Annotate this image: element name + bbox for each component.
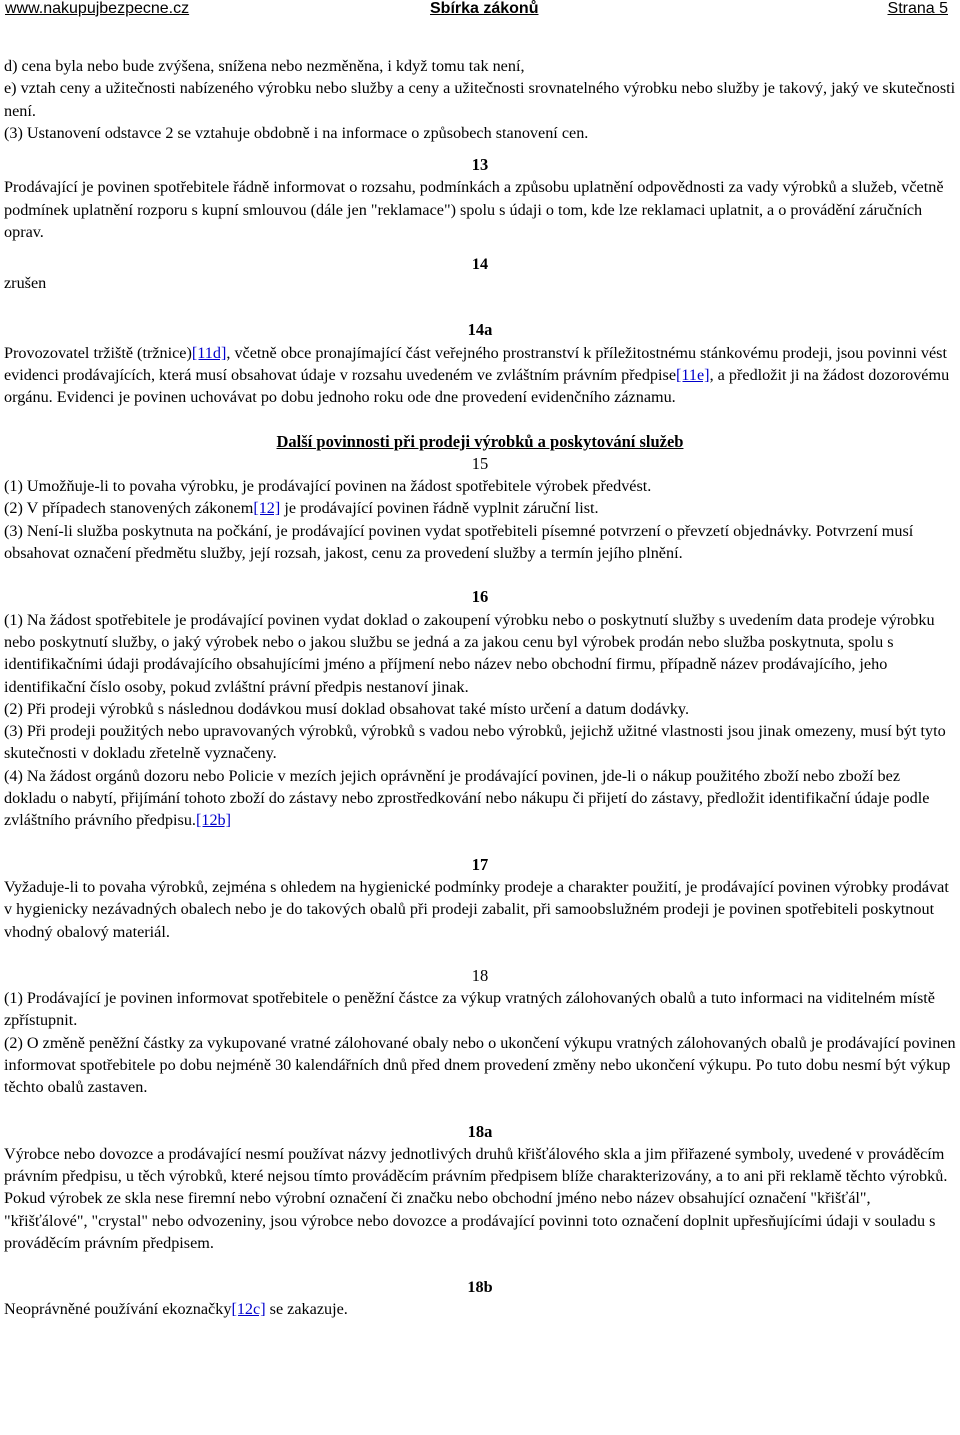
page-number: Strana 5 bbox=[887, 0, 948, 17]
footnote-link-11e[interactable]: [11e] bbox=[676, 365, 710, 384]
footnote-link-12[interactable]: [12] bbox=[253, 499, 281, 518]
section-18a-text: Výrobce nebo dovozce a prodávající nesmí používat názvy jednotlivých druhů křišťálového skla a jim přiřazené symboly, uvedené v prováděcím právním předpisu, u těch výrobků, které nejsou tímto prováděcím právním předpisem blíže charakterizovány, a to ani při reklamě těchto výrobků. Pokud výrobek ze skla nese firemní nebo výrobní označení či značku nebo obchodní jméno nebo název obsahující označení "křišťál", "křišťálové", "crystal" nebo odvozeniny, jsou výrobce nebo dovozce a prodávající povinni toto označení doplnit upřesňujícími údaji v souladu s prováděcím právním předpisem. bbox=[4, 1144, 948, 1253]
page-header bbox=[0, 0, 960, 22]
section-14 bbox=[4, 253, 956, 297]
section-15-p2: (2) V případech stanovených zákonem[12] je prodávající povinen řádně vyplnit záruční list. bbox=[4, 499, 599, 518]
section-13-text: Prodávající je povinen spotřebitele řádně informovat o rozsahu, podmínkách a způsobu uplatnění odpovědnosti za vady výrobků a služeb, včetně podmínek uplatnění rozporu s kupní smlouvou (dále jen "reklamace") spolu s údaji o tom, kde lze reklamaci uplatnit, a o provádění záručních oprav. bbox=[4, 178, 944, 242]
item-d: d) cena byla nebo bude zvýšena, snížena nebo nezměněna, i když tomu tak není, bbox=[4, 57, 525, 75]
chapter-heading: Další povinnosti při prodeji výrobků a poskytování služeb bbox=[276, 431, 684, 451]
section-13-number: 13 bbox=[471, 155, 489, 175]
section-16-p3: (3) Při prodeji použitých nebo upravovaných výrobků, výrobků s vadou nebo výrobků, jejichž užitné vlastnosti jsou jinak omezeny, musí být tyto skutečnosti v dokladu zřetelně vyznačeny. bbox=[4, 722, 946, 763]
section-18-p1: (1) Prodávající je povinen informovat spotřebitele o peněžní částce za výkup vratných zálohovaných obalů a tuto informaci na viditelném místě zpřístupnit. bbox=[4, 989, 935, 1030]
footnote-link-11d[interactable]: [11d] bbox=[191, 343, 227, 362]
item-e: e) vztah ceny a užitečnosti nabízeného výrobku nebo služby a ceny a užitečnosti srovnatelného výrobku nebo služby je takový, jaký ve skutečnosti není. bbox=[4, 79, 956, 120]
section-16-p1: (1) Na žádost spotřebitele je prodávající povinen vydat doklad o zakoupení výrobku nebo o poskytnutí služby s uvedením data prodeje výrobku nebo poskytnutí služby, o jaký výrobek nebo o jakou službu se jedná a za jakou cenu byl výrobek prodán nebo služba poskytnuta, spolu s identifikačními údaji prodávajícího obsahujícími jméno a příjmení nebo název nebo obchodní firmu, případně název prodávajícího, jeho identifikační číslo osoby, pokud zvláštní právní předpis nestanoví jinak. bbox=[4, 610, 935, 696]
section-14-number: 14 bbox=[471, 255, 489, 274]
section-14a-number: 14a bbox=[467, 320, 493, 340]
collection-title: Sbírka zákonů bbox=[430, 0, 539, 17]
section-18b-text: Neoprávněné používání ekoznačky[12c] se zakazuje. bbox=[4, 1300, 348, 1319]
section-18a-number: 18a bbox=[467, 1121, 493, 1141]
section-16-p4: (4) Na žádost orgánů dozoru nebo Policie v mezích jejich oprávnění je prodávající povinen, jde-li o nákup použitého zboží nebo zboží bez dokladu o nabytí, přijímání tohoto zboží do zástavy nebo zprostředkování nebo nákupu či přijetí do zástavy, předložit identifikační údaje podle zvláštního právního předpisu.[12b] bbox=[4, 766, 930, 830]
section-14-repealed: zrušen bbox=[4, 274, 47, 293]
site-link[interactable]: www.nakupujbezpecne.cz bbox=[5, 0, 190, 17]
section-15-number: 15 bbox=[471, 453, 489, 473]
section-18-p2: (2) O změně peněžní částky za vykupované vratné zálohované obaly nebo o ukončení výkupu vratných zálohovaných obalů je prodávající povinen informovat spotřebitele po dobu nejméně 30 kalendářních dnů před dnem provedení změny nebo ukončení výkupu. Po tuto dobu nesmí být výkup těchto obalů zastaven. bbox=[4, 1033, 956, 1097]
section-17-text: Vyžaduje-li to povaha výrobků, zejména s ohledem na hygienické podmínky prodeje a charakter použití, je prodávající povinen výrobky prodávat v hygienicky nezávadných obalech nebo je do takových obalů při prodeji zabalit, při samoobslužném prodeji je povinen spotřebiteli poskytnout vhodný obalový materiál. bbox=[4, 877, 949, 941]
section-18b bbox=[4, 1276, 956, 1319]
paragraph-3: (3) Ustanovení odstavce 2 se vztahuje obdobně i na informace o způsobech stanovení cen. bbox=[4, 123, 589, 142]
section-16-number: 16 bbox=[471, 587, 489, 607]
section-18b-number: 18b bbox=[467, 1278, 493, 1297]
document-body bbox=[4, 55, 956, 1319]
section-16-p2: (2) Při prodeji výrobků s následnou dodávkou musí doklad obsahovat také místo určení a datum dodávky. bbox=[4, 699, 689, 718]
section-15-p1: (1) Umožňuje-li to povaha výrobku, je prodávající povinen na žádost spotřebitele výrobek předvést. bbox=[4, 477, 652, 496]
section-17-number: 17 bbox=[471, 854, 489, 874]
section-18-number: 18 bbox=[471, 965, 489, 985]
section-15-p3: (3) Není-li služba poskytnuta na počkání, je prodávající povinen vydat spotřebiteli písemné potvrzení o převzetí objednávky. Potvrzení musí obsahovat označení předmětu služby, její rozsah, jakost, cenu za provedení služby a termín jejího plnění. bbox=[4, 521, 914, 563]
footnote-link-12b[interactable]: [12b] bbox=[195, 811, 232, 830]
footnote-link-12c[interactable]: [12c] bbox=[231, 1300, 266, 1319]
section-14a-text: Provozovatel tržiště (tržnice)[11d], včetně obce pronajímající část veřejného prostranství k příležitostnému stánkovému prodeji, jsou povinni vést evidenci prodávajících, která musí obsahovat údaje v rozsahu uvedeném ve zvláštním právním předpise[11e], a předložit ji na žádost dozorovému orgánu. Evidenci je povinen uchovávat po dobu jednoho roku ode dne provedení evidenčního záznamu. bbox=[4, 343, 950, 407]
